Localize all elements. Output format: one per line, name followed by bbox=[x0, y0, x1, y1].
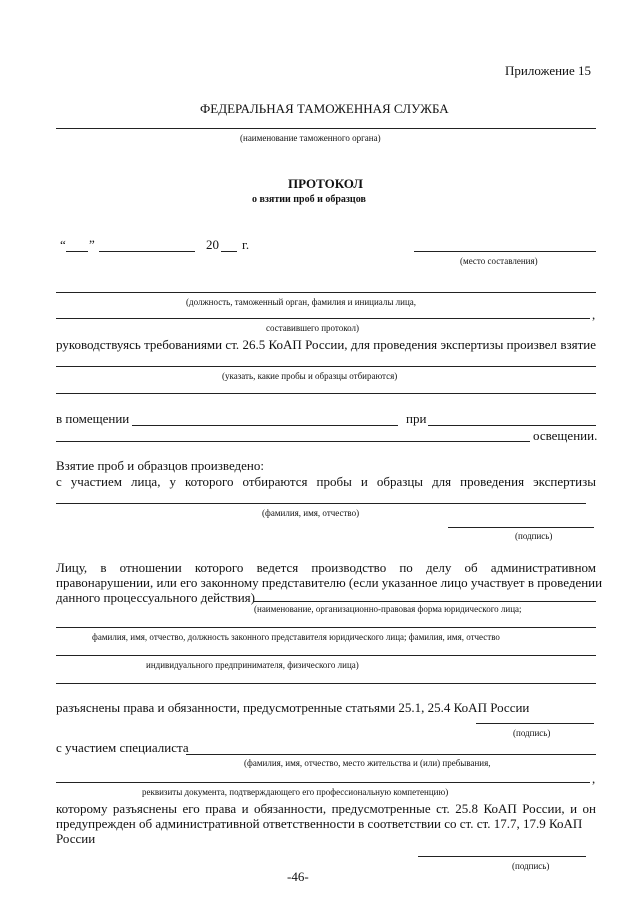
rights-signature-field[interactable] bbox=[476, 723, 594, 724]
specialist-caption: (фамилия, имя, отчество, место жительства и (или) пребывания, bbox=[244, 758, 491, 768]
entrepreneur-field[interactable] bbox=[56, 655, 596, 656]
agency-name: ФЕДЕРАЛЬНАЯ ТАМОЖЕННАЯ СЛУЖБА bbox=[200, 101, 449, 116]
date-quote-close: ” bbox=[89, 237, 95, 252]
official-line-2[interactable] bbox=[56, 318, 590, 319]
premises-label: в помещении bbox=[56, 411, 130, 426]
person-para-line-2: правонарушении, или его законному представителю (если указанное лицо участвует в проведении bbox=[56, 575, 603, 590]
document-title: ПРОТОКОЛ bbox=[288, 176, 363, 191]
month-field[interactable] bbox=[99, 251, 195, 252]
lighting-field[interactable] bbox=[56, 441, 530, 442]
entrepreneur-caption: индивидуального предпринимателя, физического лица) bbox=[146, 660, 359, 670]
fio-caption: (фамилия, имя, отчество) bbox=[262, 508, 360, 518]
year-suffix: г. bbox=[242, 237, 250, 252]
final-para-line-3: России bbox=[56, 831, 96, 846]
competence-caption: реквизиты документа, подтверждающего его профессиональную компетенцию) bbox=[142, 787, 449, 797]
at-label: при bbox=[406, 411, 427, 426]
rights-line: разъяснены права и обязанности, предусмотренные статьями 25.1, 25.4 КоАП России bbox=[56, 700, 530, 715]
final-para-line-1: которому разъяснены его права и обязанности, предусмотренные ст. 25.8 КоАП России, и он bbox=[56, 801, 596, 816]
guided-line: руководствуясь требованиями ст. 26.5 КоАП России, для проведения экспертизы произвел взятие bbox=[56, 337, 596, 352]
place-caption: (место составления) bbox=[460, 256, 538, 266]
signature-caption-2: (подпись) bbox=[513, 728, 551, 738]
competence-comma: , bbox=[592, 771, 596, 786]
official-comma: , bbox=[592, 307, 596, 322]
specialist-label: с участием специалиста bbox=[56, 740, 189, 755]
final-para-line-2: предупрежден об административной ответственности в соответствии со ст. ст. 17.7, 17.9 КоАП bbox=[56, 816, 583, 831]
document-subtitle: о взятии проб и образцов bbox=[252, 194, 366, 205]
specialist-field[interactable] bbox=[186, 754, 596, 755]
signature-caption-3: (подпись) bbox=[512, 861, 550, 871]
competence-field[interactable] bbox=[56, 782, 590, 783]
specialist-signature-field[interactable] bbox=[418, 856, 586, 857]
samples-line-2[interactable] bbox=[56, 393, 596, 394]
official-line-1[interactable] bbox=[56, 292, 596, 293]
representative-caption: фамилия, имя, отчество, должность законного представителя юридического лица; фамилия, имя, отчество bbox=[92, 632, 500, 642]
participant-signature-field[interactable] bbox=[448, 527, 594, 528]
premises-field[interactable] bbox=[132, 425, 398, 426]
person-para-line-3: данного процессуального действия) bbox=[56, 590, 255, 605]
date-quote-open: “ bbox=[60, 237, 66, 252]
at-field[interactable] bbox=[428, 425, 596, 426]
participant-fio-field[interactable] bbox=[56, 503, 586, 504]
official-caption-1: (должность, таможенный орган, фамилия и инициалы лица, bbox=[186, 297, 417, 307]
page-number: -46- bbox=[287, 869, 309, 884]
year-field[interactable] bbox=[221, 251, 237, 252]
participation-line: с участием лица, у которого отбираются пробы и образцы для проведения экспертизы bbox=[56, 474, 596, 489]
person-para-line-1: Лицу, в отношении которого ведется производство по делу об административном bbox=[56, 560, 596, 575]
appendix-label: Приложение 15 bbox=[505, 63, 592, 78]
day-field[interactable] bbox=[66, 251, 88, 252]
agency-line bbox=[56, 128, 596, 129]
legal-entity-field[interactable] bbox=[254, 601, 596, 602]
agency-caption: (наименование таможенного органа) bbox=[240, 133, 381, 143]
year-prefix: 20 bbox=[206, 237, 219, 252]
samples-caption: (указать, какие пробы и образцы отбираются) bbox=[222, 371, 398, 381]
person-extra-field[interactable] bbox=[56, 683, 596, 684]
samples-line-1[interactable] bbox=[56, 366, 596, 367]
place-field[interactable] bbox=[414, 251, 596, 252]
representative-field[interactable] bbox=[56, 627, 596, 628]
legal-entity-caption: (наименование, организационно-правовая форма юридического лица; bbox=[254, 604, 522, 614]
taken-line: Взятие проб и образцов произведено: bbox=[56, 458, 264, 473]
lighting-label: освещении. bbox=[533, 428, 598, 443]
official-caption-2: составившего протокол) bbox=[266, 323, 360, 333]
signature-caption-1: (подпись) bbox=[515, 531, 553, 541]
